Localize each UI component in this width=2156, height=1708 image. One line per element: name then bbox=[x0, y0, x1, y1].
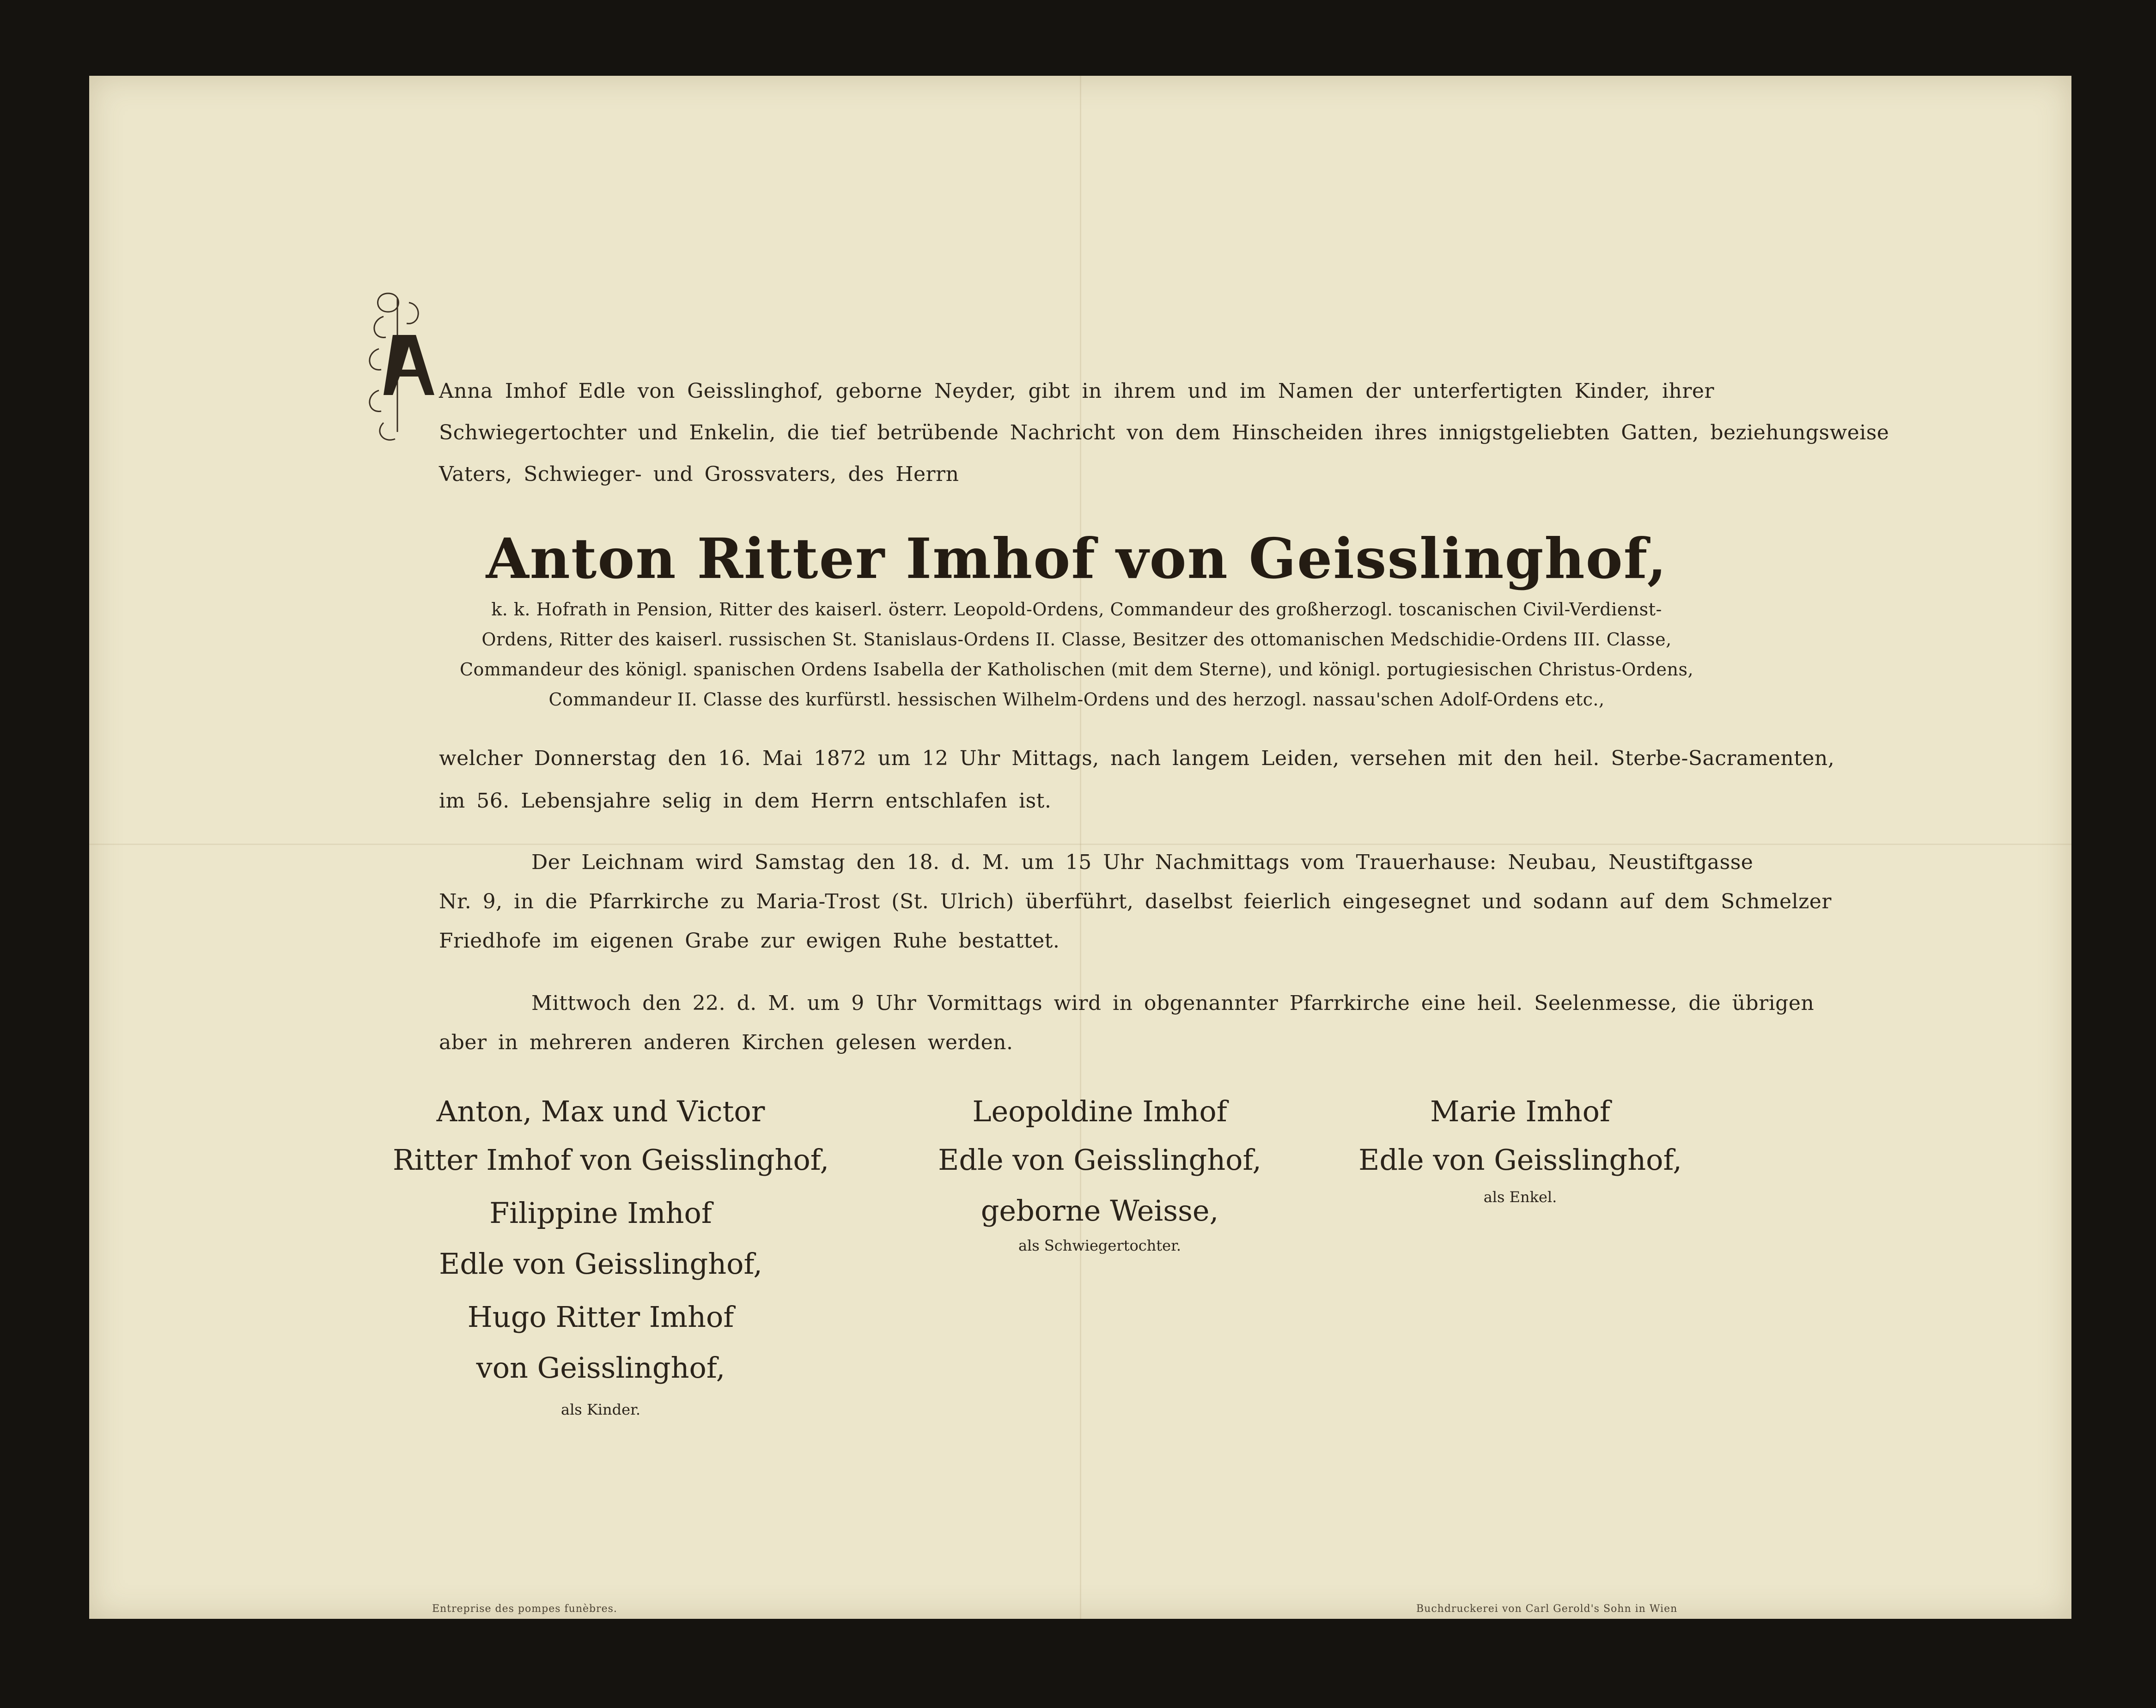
deceased-titles-line-2: Ordens, Ritter des kaiserl. russischen St. Stanislaus-Ordens II. Classe, Besitzer des ottomanischen Medschidie-Ordens III. Classe, bbox=[481, 629, 1672, 650]
deceased-name: Anton Ritter Imhof von Geisslinghof, bbox=[486, 526, 1668, 591]
sig-children-line-4: Edle von Geisslinghof, bbox=[439, 1247, 762, 1281]
ornamental-initial bbox=[365, 284, 434, 450]
sig-grandchild-role: als Enkel. bbox=[1483, 1188, 1557, 1206]
death-line-1: welcher Donnerstag den 16. Mai 1872 um 12 Uhr Mittags, nach langem Leiden, versehen mit den heil. Sterbe-Sacramenten, bbox=[439, 747, 1835, 770]
intro-line-1: Anna Imhof Edle von Geisslinghof, geborne Neyder, gibt in ihrem und im Namen der unterfertigten Kinder, ihrer bbox=[439, 379, 1714, 403]
sig-children-line-2: Ritter Imhof von Geisslinghof, bbox=[393, 1143, 829, 1177]
intro-line-3: Vaters, Schwieger- und Grossvaters, des Herrn bbox=[439, 462, 959, 486]
deceased-titles-line-4: Commandeur II. Classe des kurfürstl. hessischen Wilhelm-Ordens und des herzogl. nassau'schen Adolf-Ordens etc., bbox=[548, 689, 1605, 710]
footer-right-imprint: Buchdruckerei von Carl Gerold's Sohn in Wien bbox=[1416, 1603, 1678, 1615]
fold-line-vertical bbox=[1080, 76, 1081, 1619]
sig-children-role: als Kinder. bbox=[560, 1401, 641, 1418]
footer-left-imprint: Entreprise des pompes funèbres. bbox=[432, 1603, 617, 1615]
deceased-titles-line-3: Commandeur des königl. spanischen Ordens Isabella der Katholischen (mit dem Sterne), und königl. portugiesischen Christus-Ordens, bbox=[459, 659, 1694, 680]
deceased-titles-line-1: k. k. Hofrath in Pension, Ritter des kaiserl. österr. Leopold-Ordens, Commandeur des großherzogl. toscanischen Civil-Verdienst- bbox=[491, 599, 1662, 620]
sig-daughter-line-1: Leopoldine Imhof bbox=[972, 1094, 1227, 1128]
sig-children-line-5: Hugo Ritter Imhof bbox=[467, 1300, 734, 1334]
sig-children-line-6: von Geisslinghof, bbox=[476, 1351, 725, 1385]
funeral-line-3: Friedhofe im eigenen Grabe zur ewigen Ruhe bestattet. bbox=[439, 929, 1060, 953]
sig-children-line-1: Anton, Max und Victor bbox=[436, 1094, 765, 1128]
sig-grandchild-line-1: Marie Imhof bbox=[1430, 1094, 1610, 1128]
funeral-line-2: Nr. 9, in die Pfarrkirche zu Maria-Trost (St. Ulrich) überführt, daselbst feierlich eingesegnet und sodann auf dem Schmelzer bbox=[439, 890, 1832, 913]
sig-daughter-role: als Schwiegertochter. bbox=[1018, 1237, 1182, 1254]
mass-line-1: Mittwoch den 22. d. M. um 9 Uhr Vormittags wird in obgenannter Pfarrkirche eine heil. Seelenmesse, die übrigen bbox=[531, 991, 1815, 1015]
mass-line-2: aber in mehreren anderen Kirchen gelesen werden. bbox=[439, 1031, 1013, 1054]
fold-line-horizontal bbox=[89, 844, 2071, 845]
sig-grandchild-line-2: Edle von Geisslinghof, bbox=[1358, 1143, 1682, 1177]
death-line-2: im 56. Lebensjahre selig in dem Herrn entschlafen ist. bbox=[439, 789, 1052, 813]
sig-daughter-line-2: Edle von Geisslinghof, bbox=[938, 1143, 1261, 1177]
funeral-line-1: Der Leichnam wird Samstag den 18. d. M. um 15 Uhr Nachmittags vom Trauerhause: Neubau, Neustiftgasse bbox=[531, 851, 1754, 874]
intro-line-2: Schwiegertochter und Enkelin, die tief betrübende Nachricht von dem Hinscheiden ihres innigstgeliebten Gatten, beziehungsweise bbox=[439, 421, 1889, 444]
sig-children-line-3: Filippine Imhof bbox=[489, 1196, 712, 1230]
sig-daughter-line-3: geborne Weisse, bbox=[981, 1194, 1219, 1228]
